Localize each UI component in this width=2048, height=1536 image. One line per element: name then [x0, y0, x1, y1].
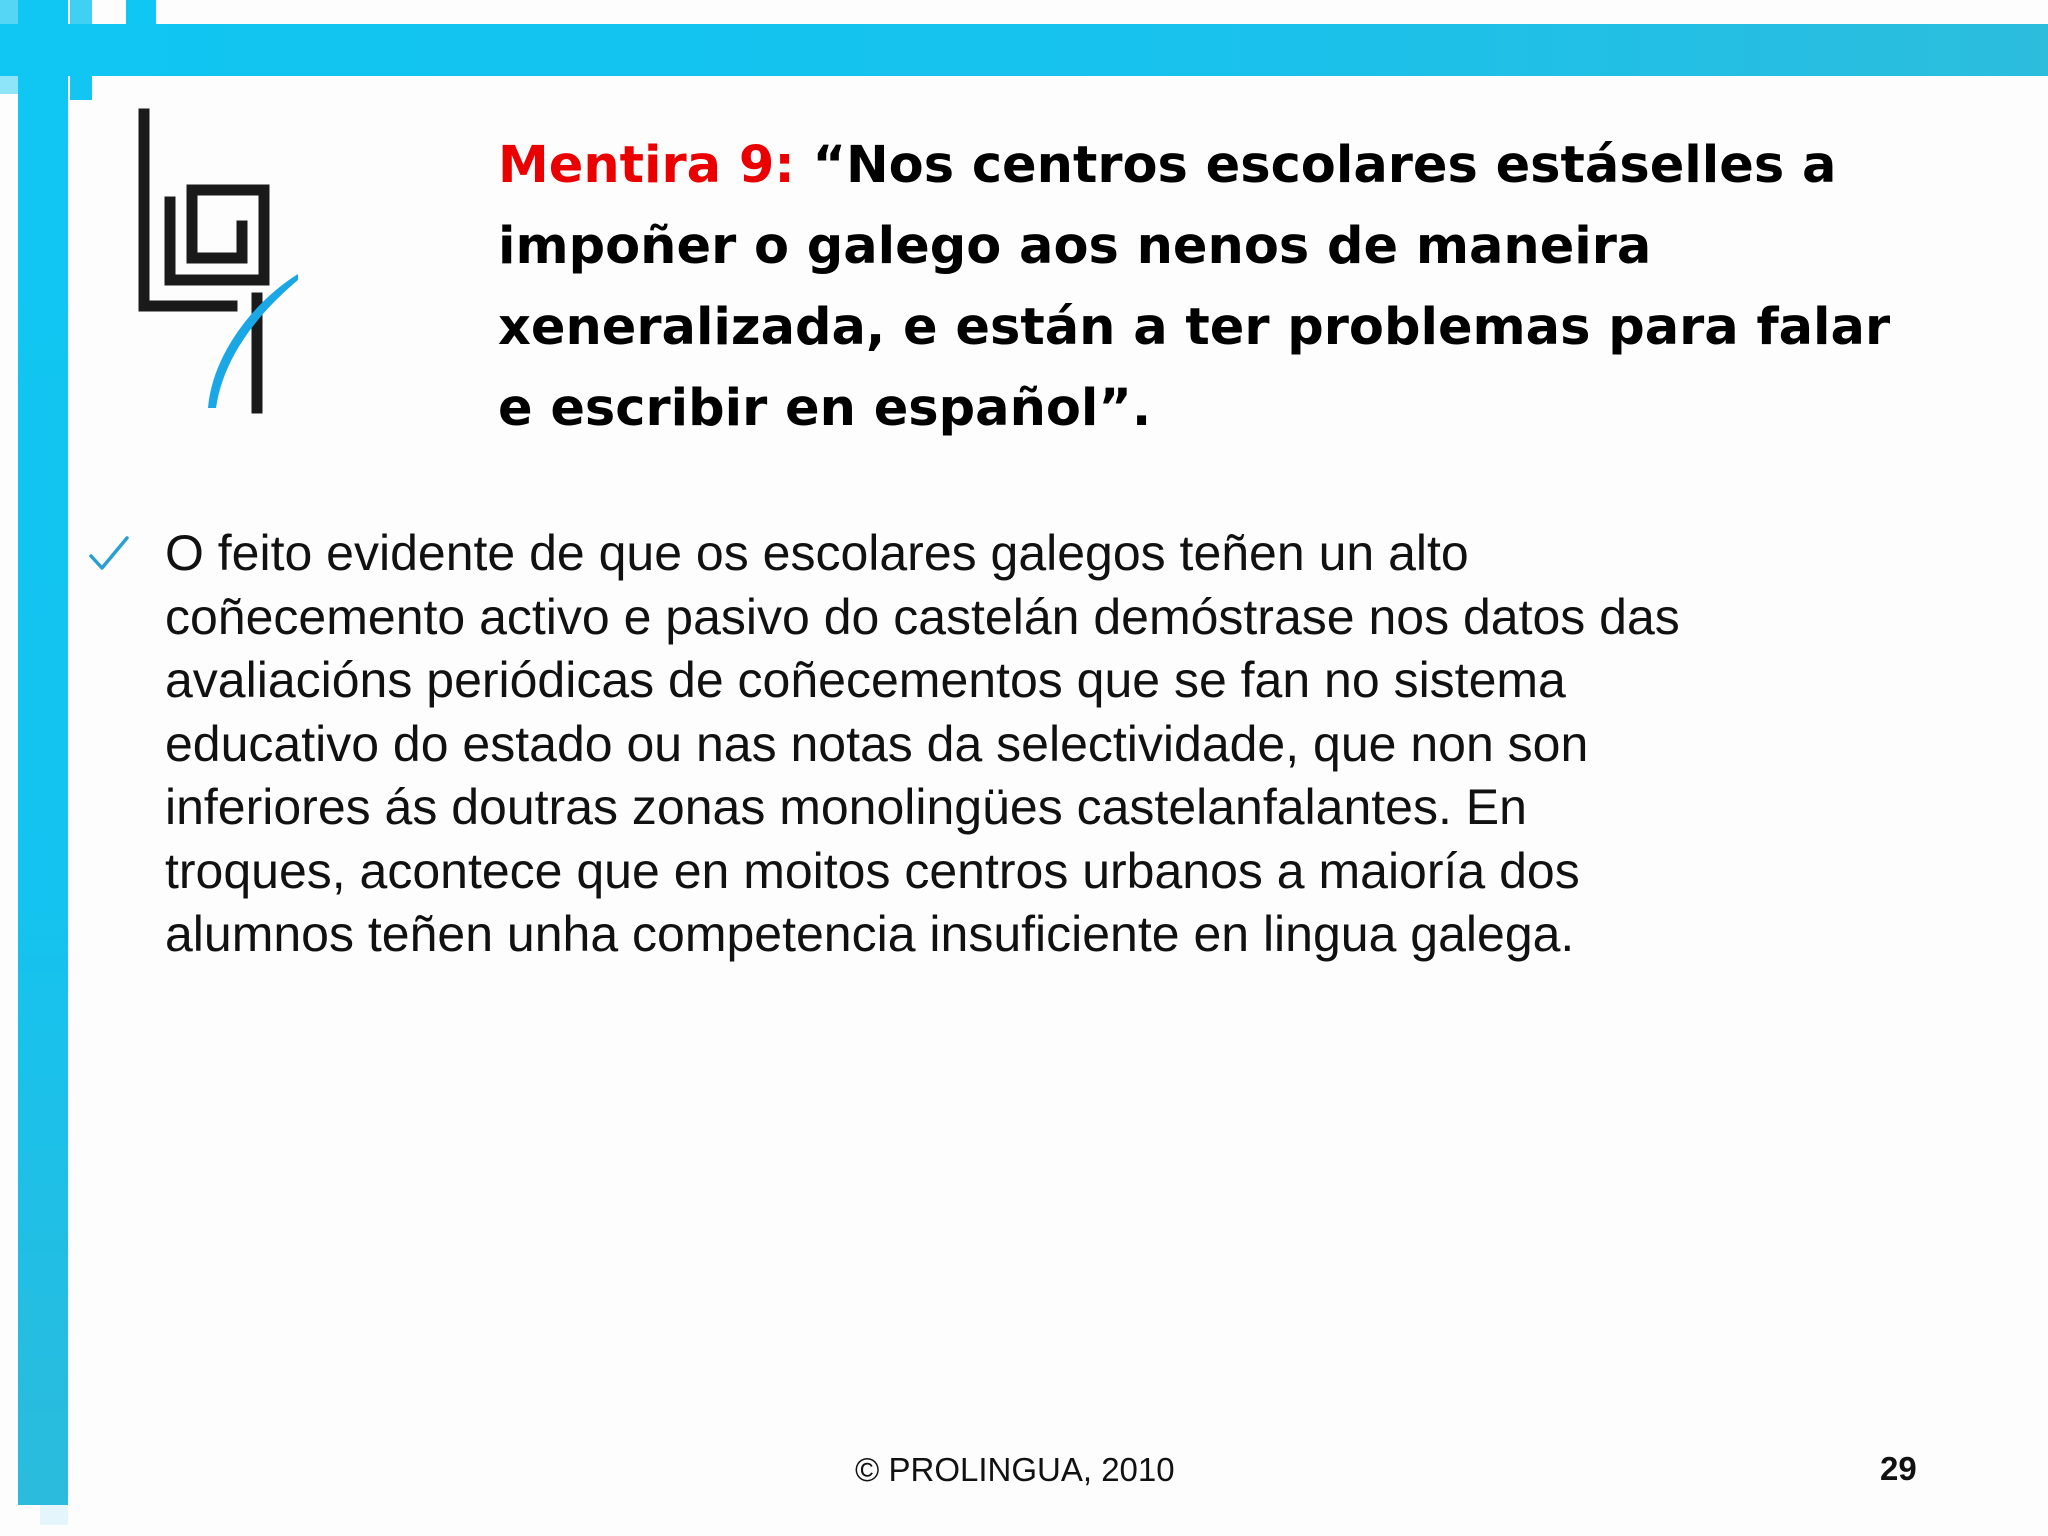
bullet-line: avaliacións periódicas de coñecementos que se fan no sistema — [165, 652, 1566, 708]
left-accent-bar — [18, 0, 68, 1505]
corner-square — [70, 0, 92, 24]
page-number: 29 — [1880, 1450, 1917, 1487]
corner-square — [0, 0, 18, 24]
top-accent-bar — [0, 24, 2048, 76]
title-label: Mentira 9: — [498, 136, 795, 195]
corner-square — [126, 0, 156, 24]
bullet-text — [165, 522, 2005, 967]
footer-copyright: © PROLINGUA, 2010 — [855, 1451, 1175, 1488]
corner-square — [70, 76, 92, 100]
checkmark-icon — [85, 530, 133, 578]
bullet-line: coñecemento activo e pasivo do castelán demóstrase nos datos das — [165, 588, 1680, 645]
bullet-line: troques, acontece que en moitos centros urbanos a maioría dos — [165, 842, 1580, 899]
logo-spiral-stroke — [170, 190, 264, 280]
corner-square — [0, 76, 18, 94]
bullet-line: O feito evidente de que os escolares galegos teñen un alto — [165, 525, 1469, 581]
title-quote: “Nos centros escolares estáselles a impoñer o galego aos nenos de maneira xeneralizada, e están a ter problemas para falar e escribir en español”. — [498, 136, 1891, 438]
corner-square — [40, 1505, 68, 1525]
bullet-line: educativo do estado ou nas notas da selectividade, que non son — [165, 715, 1589, 772]
prolingua-logo — [130, 108, 310, 418]
bullet-line: inferiores ás doutras zonas monolingües castelanfalantes. En — [165, 779, 1527, 835]
bullet-line: alumnos teñen unha competencia insuficiente en lingua galega. — [165, 906, 1575, 962]
slide-title — [498, 125, 1898, 449]
